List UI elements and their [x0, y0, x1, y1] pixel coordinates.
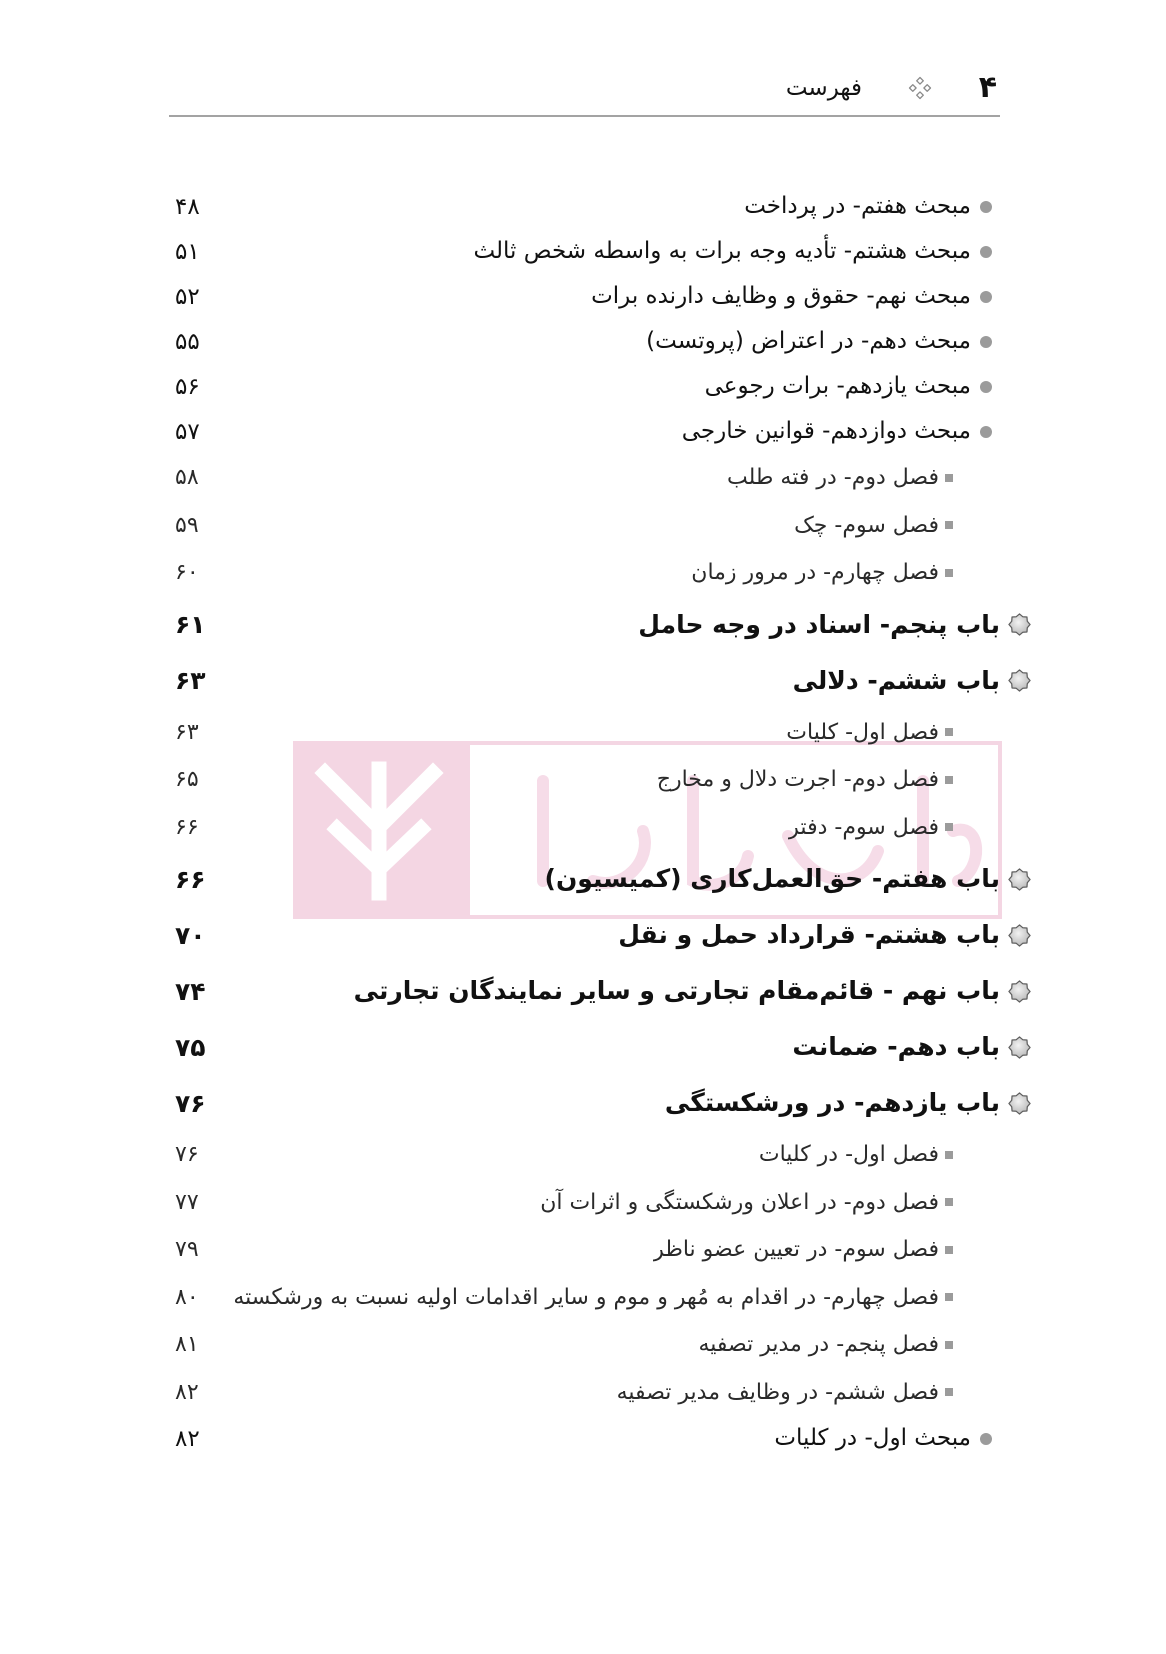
bullet-circle-icon [980, 1433, 992, 1445]
entry-page-number: ۵۱ [175, 238, 200, 265]
bullet-square-icon [945, 521, 953, 529]
toc-entry-mabhas [0, 319, 1166, 364]
running-title: فهرست [785, 75, 862, 101]
entry-title: فصل اول- در کلیات [758, 1142, 939, 1168]
bullet-square-icon [945, 823, 953, 831]
toc-entry-bab [0, 1075, 1166, 1131]
entry-page-number: ۶۰ [175, 560, 199, 586]
entry-title: مبحث هشتم- تأدیه وجه برات به واسطه شخص ثالث [473, 238, 971, 265]
entry-title: فصل پنجم- در مدیر تصفیه [698, 1332, 939, 1358]
entry-title: مبحث دوازدهم- قوانین خارجی [681, 418, 971, 445]
entry-title: باب هفتم- حق‌العمل‌کاری (کمیسیون) [544, 864, 1000, 893]
entry-title: فصل دوم- در اعلان ورشکستگی و اثرات آن [540, 1189, 939, 1215]
toc-entry-fasl [0, 1131, 1166, 1179]
star-badge-icon [1008, 1036, 1031, 1059]
toc-entry-mabhas [0, 1416, 1166, 1461]
bullet-circle-icon [980, 426, 992, 438]
header-rule [169, 115, 1000, 117]
entry-page-number: ۸۱ [175, 1332, 199, 1358]
entry-page-number: ۴۸ [175, 193, 200, 220]
bullet-square-icon [945, 1293, 953, 1301]
entry-title: باب پنجم- اسناد در وجه حامل [638, 609, 1000, 639]
toc-entry-bab [0, 963, 1166, 1019]
entry-page-number: ۷۹ [175, 1237, 199, 1263]
entry-title: فصل دوم- اجرت دلال و مخارج [656, 767, 939, 793]
entry-page-number: ۸۲ [175, 1379, 199, 1405]
entry-page-number: ۶۵ [175, 767, 199, 793]
entry-title: مبحث نهم- حقوق و وظایف دارنده برات [591, 283, 971, 310]
bullet-square-icon [945, 1341, 953, 1349]
toc-entry-bab [0, 851, 1166, 907]
entry-page-number: ۷۶ [175, 1142, 199, 1168]
toc-entry-fasl [0, 1369, 1166, 1417]
toc-entry-fasl [0, 1274, 1166, 1322]
star-badge-icon [1008, 924, 1031, 947]
entry-page-number: ۵۵ [175, 328, 200, 355]
bullet-square-icon [945, 1246, 953, 1254]
bullet-square-icon [945, 1388, 953, 1396]
entry-title: باب نهم - قائم‌مقام تجارتی و سایر نمایندگان تجارتی [353, 976, 1000, 1005]
entry-title: مبحث دهم- در اعتراض (پروتست) [646, 328, 971, 355]
entry-page-number: ۵۹ [175, 512, 199, 538]
entry-page-number: ۵۲ [175, 283, 200, 310]
entry-page-number: ۶۳ [175, 719, 199, 745]
bullet-square-icon [945, 776, 953, 784]
toc-entry-mabhas [0, 409, 1166, 454]
entry-title: مبحث اول- در کلیات [774, 1425, 971, 1452]
bullet-square-icon [945, 728, 953, 736]
toc-entry-fasl [0, 1226, 1166, 1274]
star-badge-icon [1008, 613, 1031, 636]
toc-entry-bab [0, 653, 1166, 709]
toc-entry-fasl [0, 709, 1166, 757]
bullet-square-icon [945, 1198, 953, 1206]
toc-entry-bab [0, 907, 1166, 963]
entry-page-number: ۵۸ [175, 465, 199, 491]
entry-page-number: ۷۵ [175, 1032, 206, 1062]
toc-entry-fasl [0, 1321, 1166, 1369]
toc-entry-bab [0, 597, 1166, 653]
entry-title: باب یازدهم- در ورشکستگی [664, 1088, 1000, 1117]
toc-entry-fasl [0, 454, 1166, 502]
toc-entry-mabhas [0, 184, 1166, 229]
toc-entry-fasl [0, 502, 1166, 550]
toc-entry-fasl [0, 804, 1166, 852]
entry-page-number: ۷۶ [175, 1088, 206, 1118]
table-of-contents [0, 184, 1166, 1461]
entry-page-number: ۷۷ [175, 1189, 199, 1215]
entry-page-number: ۸۲ [175, 1425, 200, 1452]
entry-title: باب هشتم- قرارداد حمل و نقل [618, 920, 1000, 949]
toc-entry-mabhas [0, 364, 1166, 409]
entry-page-number: ۶۶ [175, 864, 206, 894]
bullet-circle-icon [980, 336, 992, 348]
bullet-circle-icon [980, 291, 992, 303]
entry-page-number: ۵۶ [175, 373, 200, 400]
toc-entry-fasl [0, 549, 1166, 597]
four-diamond-ornament-icon [908, 76, 932, 100]
entry-page-number: ۷۰ [175, 920, 206, 950]
star-badge-icon [1008, 980, 1031, 1003]
entry-title: مبحث هفتم- در پرداخت [744, 193, 971, 220]
star-badge-icon [1008, 868, 1031, 891]
entry-title: باب ششم- دلالی [792, 665, 1000, 695]
entry-page-number: ۷۴ [175, 976, 206, 1006]
entry-title: فصل چهارم- در مرور زمان [691, 560, 939, 586]
toc-entry-fasl [0, 1179, 1166, 1227]
toc-entry-mabhas [0, 274, 1166, 319]
bullet-circle-icon [980, 201, 992, 213]
entry-title: باب دهم- ضمانت [792, 1032, 1000, 1061]
entry-page-number: ۸۰ [175, 1284, 199, 1310]
entry-page-number: ۶۶ [175, 814, 199, 840]
page-number: ۴ [978, 70, 997, 105]
star-badge-icon [1008, 669, 1031, 692]
entry-title: فصل اول- کلیات [786, 719, 939, 745]
star-badge-icon [1008, 1092, 1031, 1115]
toc-entry-fasl [0, 756, 1166, 804]
entry-page-number: ۵۷ [175, 418, 200, 445]
toc-entry-bab [0, 1019, 1166, 1075]
bullet-square-icon [945, 474, 953, 482]
entry-title: مبحث یازدهم- برات رجوعی [704, 373, 971, 400]
toc-entry-mabhas [0, 229, 1166, 274]
bullet-square-icon [945, 569, 953, 577]
entry-title: فصل دوم- در فته طلب [727, 465, 939, 491]
bullet-circle-icon [980, 246, 992, 258]
entry-title: فصل سوم- دفتر [788, 814, 939, 840]
entry-page-number: ۶۱ [175, 610, 206, 639]
entry-title: فصل سوم- در تعیین عضو ناظر [653, 1237, 939, 1263]
bullet-square-icon [945, 1151, 953, 1159]
entry-title: فصل چهارم- در اقدام به مُهر و موم و سایر اقدامات اولیه نسبت به ورشکسته [233, 1284, 939, 1310]
entry-page-number: ۶۳ [175, 666, 206, 695]
entry-title: فصل ششم- در وظایف مدیر تصفیه [616, 1379, 939, 1405]
bullet-circle-icon [980, 381, 992, 393]
entry-title: فصل سوم- چک [794, 512, 939, 538]
